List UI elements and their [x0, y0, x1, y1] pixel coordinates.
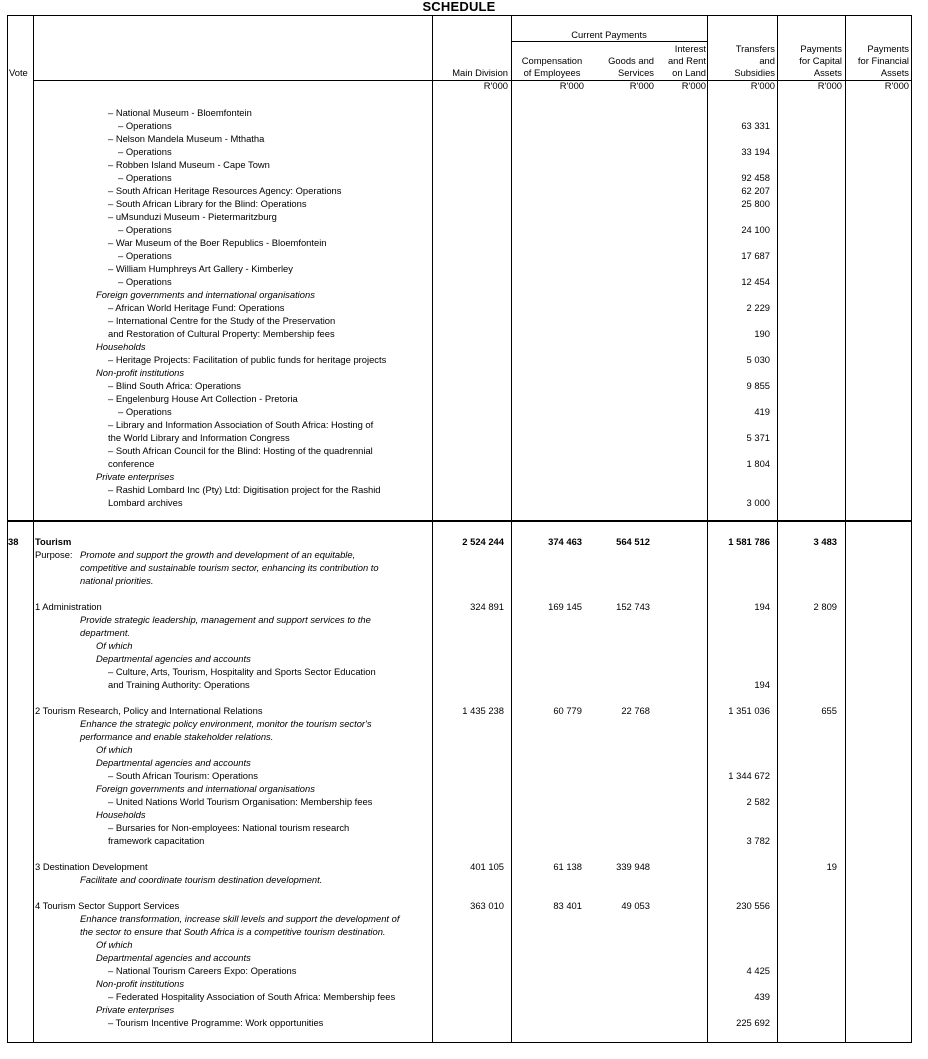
row-description: and Training Authority: Operations — [108, 679, 250, 690]
row-description: Of which — [96, 744, 133, 755]
table-bottom-border — [7, 1042, 911, 1043]
row-description: – South African Heritage Resources Agency: Operations — [108, 185, 342, 196]
vote-main-division: 2 524 244 — [462, 536, 504, 547]
row-description: Enhance transformation, increase skill levels and support the development of — [80, 913, 400, 924]
table-row — [0, 340, 928, 353]
table-row — [0, 236, 928, 249]
capital-value: 19 — [826, 861, 837, 872]
table-row — [0, 925, 928, 938]
row-description: – South African Council for the Blind: Hosting of the quadrennial — [108, 445, 373, 456]
table-row — [0, 626, 928, 639]
row-description: Departmental agencies and accounts — [96, 653, 251, 664]
header-transfers: Transfers and Subsidies — [734, 43, 775, 78]
vote-38-row — [0, 535, 928, 548]
table-row — [0, 457, 928, 470]
unit-capital: R'000 — [817, 80, 842, 91]
table-row — [0, 210, 928, 223]
table-row — [0, 899, 928, 912]
row-description: – African World Heritage Fund: Operations — [108, 302, 285, 313]
row-description: – Operations — [118, 406, 172, 417]
row-description: – Heritage Projects: Facilitation of public funds for heritage projects — [108, 354, 387, 365]
row-description: – Operations — [118, 146, 172, 157]
table-row — [0, 379, 928, 392]
row-description: framework capacitation — [108, 835, 205, 846]
transfers-value: 230 556 — [736, 900, 770, 911]
vote-goods: 564 512 — [616, 536, 650, 547]
table-row — [0, 639, 928, 652]
row-description: department. — [80, 627, 131, 638]
table-row — [0, 678, 928, 691]
row-description: – uMsunduzi Museum - Pietermaritzburg — [108, 211, 277, 222]
row-description: – United Nations World Tourism Organisation: Membership fees — [108, 796, 373, 807]
row-description: performance and enable stakeholder relations. — [80, 731, 274, 742]
goods-value: 152 743 — [616, 601, 650, 612]
vote-separator-rule — [7, 520, 911, 522]
table-row — [0, 782, 928, 795]
purpose-line-2: competitive and sustainable tourism sector, enhancing its contribution to — [80, 562, 379, 573]
table-row — [0, 938, 928, 951]
row-description: – Blind South Africa: Operations — [108, 380, 241, 391]
table-row — [0, 769, 928, 782]
table-row — [0, 418, 928, 431]
table-row — [0, 821, 928, 834]
transfers-value: 4 425 — [746, 965, 770, 976]
table-row — [0, 834, 928, 847]
table-row — [0, 600, 928, 613]
row-description: 4 Tourism Sector Support Services — [35, 900, 180, 911]
unit-interest: R'000 — [681, 80, 706, 91]
row-description: 3 Destination Development — [35, 861, 148, 872]
row-description: Of which — [96, 939, 133, 950]
transfers-value: 2 229 — [746, 302, 770, 313]
transfers-value: 1 351 036 — [728, 705, 770, 716]
transfers-value: 92 458 — [741, 172, 770, 183]
row-description: Private enterprises — [96, 1004, 175, 1015]
goods-value: 49 053 — [621, 900, 650, 911]
schedule-title: SCHEDULE — [422, 0, 496, 14]
table-row — [0, 496, 928, 509]
header-compensation: Compensation of Employees — [521, 55, 583, 78]
purpose-line-3: national priorities. — [80, 575, 154, 586]
row-description: Facilitate and coordinate tourism destination development. — [80, 874, 323, 885]
row-description: and Restoration of Cultural Property: Membership fees — [108, 328, 335, 339]
transfers-value: 225 692 — [736, 1017, 770, 1028]
row-description: – National Tourism Careers Expo: Operations — [108, 965, 297, 976]
transfers-value: 9 855 — [746, 380, 770, 391]
table-row — [0, 951, 928, 964]
table-row — [0, 704, 928, 717]
capital-value: 655 — [821, 705, 837, 716]
transfers-value: 2 582 — [746, 796, 770, 807]
table-row — [0, 314, 928, 327]
transfers-value: 1 804 — [746, 458, 770, 469]
table-row — [0, 249, 928, 262]
transfers-value: 33 194 — [741, 146, 770, 157]
transfers-value: 12 454 — [741, 276, 770, 287]
table-row — [0, 132, 928, 145]
table-row — [0, 1003, 928, 1016]
unit-goods: R'000 — [629, 80, 654, 91]
main-division-value: 1 435 238 — [462, 705, 504, 716]
table-row — [0, 184, 928, 197]
vote-compensation: 374 463 — [548, 536, 582, 547]
row-description: Provide strategic leadership, management and support services to the — [80, 614, 371, 625]
row-description: – Federated Hospitality Association of South Africa: Membership fees — [108, 991, 396, 1002]
transfers-value: 63 331 — [741, 120, 770, 131]
row-description: Departmental agencies and accounts — [96, 952, 251, 963]
table-row — [0, 145, 928, 158]
table-row — [0, 990, 928, 1003]
table-row — [0, 223, 928, 236]
table-row — [0, 366, 928, 379]
table-row — [0, 353, 928, 366]
header-bottom-rule — [33, 80, 911, 81]
row-description: Non-profit institutions — [96, 367, 185, 378]
row-description: – Nelson Mandela Museum - Mthatha — [108, 133, 265, 144]
row-description: Households — [96, 341, 146, 352]
table-row — [0, 756, 928, 769]
table-row — [0, 860, 928, 873]
vote-name: Tourism — [35, 536, 72, 547]
row-description: – Engelenburg House Art Collection - Pretoria — [108, 393, 298, 404]
row-description: – Operations — [118, 172, 172, 183]
goods-value: 339 948 — [616, 861, 650, 872]
purpose-label: Purpose: — [35, 549, 73, 560]
transfers-value: 3 782 — [746, 835, 770, 846]
row-description: – Robben Island Museum - Cape Town — [108, 159, 270, 170]
row-description: Foreign governments and international organisations — [96, 289, 315, 300]
row-description: – Culture, Arts, Tourism, Hospitality and Sports Sector Education — [108, 666, 376, 677]
row-description: – Bursaries for Non-employees: National tourism research — [108, 822, 350, 833]
compensation-value: 83 401 — [553, 900, 582, 911]
header-capital: Payments for Capital Assets — [799, 43, 842, 78]
transfers-value: 17 687 — [741, 250, 770, 261]
table-row — [0, 977, 928, 990]
row-description: – Operations — [118, 224, 172, 235]
transfers-value: 62 207 — [741, 185, 770, 196]
table-row — [0, 171, 928, 184]
compensation-value: 169 145 — [548, 601, 582, 612]
row-description: 2 Tourism Research, Policy and International Relations — [35, 705, 263, 716]
table-row — [0, 431, 928, 444]
table-row — [0, 262, 928, 275]
row-description: – Library and Information Association of South Africa: Hosting of — [108, 419, 374, 430]
transfers-value: 3 000 — [746, 497, 770, 508]
main-division-value: 401 105 — [470, 861, 504, 872]
table-row — [0, 912, 928, 925]
table-row — [0, 119, 928, 132]
header-financial: Payments for Financial Assets — [857, 43, 909, 78]
row-description: – Tourism Incentive Programme: Work opportunities — [108, 1017, 324, 1028]
table-row — [0, 717, 928, 730]
row-description: 1 Administration — [35, 601, 102, 612]
transfers-value: 1 344 672 — [728, 770, 770, 781]
capital-value: 2 809 — [813, 601, 837, 612]
row-description: – Rashid Lombard Inc (Pty) Ltd: Digitisation project for the Rashid — [108, 484, 381, 495]
row-description: – South African Tourism: Operations — [108, 770, 258, 781]
vote-capital: 3 483 — [813, 536, 837, 547]
table-row — [0, 288, 928, 301]
row-description: conference — [108, 458, 155, 469]
table-row — [0, 873, 928, 886]
row-description: – National Museum - Bloemfontein — [108, 107, 252, 118]
row-description: – Operations — [118, 276, 172, 287]
table-row — [0, 795, 928, 808]
table-row — [0, 301, 928, 314]
row-description: Departmental agencies and accounts — [96, 757, 251, 768]
table-row — [0, 392, 928, 405]
transfers-value: 194 — [754, 679, 770, 690]
table-row — [0, 197, 928, 210]
main-division-value: 363 010 — [470, 900, 504, 911]
goods-value: 22 768 — [621, 705, 650, 716]
table-row — [0, 158, 928, 171]
row-description: Non-profit institutions — [96, 978, 185, 989]
main-division-value: 324 891 — [470, 601, 504, 612]
row-description: Of which — [96, 640, 133, 651]
transfers-value: 439 — [754, 991, 770, 1002]
header-goods: Goods and Services — [608, 55, 654, 78]
table-row — [0, 327, 928, 340]
table-row — [0, 483, 928, 496]
header-vote: Vote — [9, 67, 28, 78]
table-row — [0, 106, 928, 119]
transfers-value: 419 — [754, 406, 770, 417]
vote-number: 38 — [8, 536, 19, 547]
compensation-value: 61 138 — [553, 861, 582, 872]
transfers-value: 190 — [754, 328, 770, 339]
unit-compensation: R'000 — [559, 80, 584, 91]
row-description: Households — [96, 809, 146, 820]
vote-transfers: 1 581 786 — [728, 536, 770, 547]
row-description: Enhance the strategic policy environment, monitor the tourism sector's — [80, 718, 372, 729]
table-row — [0, 964, 928, 977]
header-main-division: Main Division — [452, 67, 508, 78]
unit-transfers: R'000 — [750, 80, 775, 91]
transfers-value: 5 030 — [746, 354, 770, 365]
transfers-value: 194 — [754, 601, 770, 612]
table-row — [0, 405, 928, 418]
table-row — [0, 444, 928, 457]
table-row — [0, 1016, 928, 1029]
row-description: – William Humphreys Art Gallery - Kimberley — [108, 263, 293, 274]
table-row — [0, 470, 928, 483]
current-payments-rule — [511, 41, 707, 42]
unit-financial: R'000 — [884, 80, 909, 91]
purpose-line-1: Purpose: Promote and support the growth and development of an equitable, — [35, 549, 356, 560]
header-current-payments: Current Payments — [571, 29, 647, 40]
row-description: the sector to ensure that South Africa is a competitive tourism destination. — [80, 926, 386, 937]
compensation-value: 60 779 — [553, 705, 582, 716]
transfers-value: 5 371 — [746, 432, 770, 443]
table-row — [0, 730, 928, 743]
unit-main: R'000 — [483, 80, 508, 91]
transfers-value: 25 800 — [741, 198, 770, 209]
table-row — [0, 743, 928, 756]
row-description: – South African Library for the Blind: Operations — [108, 198, 307, 209]
transfers-value: 24 100 — [741, 224, 770, 235]
row-description: – Operations — [118, 250, 172, 261]
row-description: – War Museum of the Boer Republics - Bloemfontein — [108, 237, 327, 248]
table-row — [0, 613, 928, 626]
row-description: Private enterprises — [96, 471, 175, 482]
row-description: Lombard archives — [108, 497, 183, 508]
row-description: – International Centre for the Study of the Preservation — [108, 315, 336, 326]
table-row — [0, 808, 928, 821]
table-row — [0, 665, 928, 678]
table-row — [0, 275, 928, 288]
row-description: the World Library and Information Congress — [108, 432, 290, 443]
table-top-border — [7, 15, 911, 16]
table-row — [0, 652, 928, 665]
row-description: Foreign governments and international organisations — [96, 783, 315, 794]
header-interest: Interest and Rent on Land — [667, 43, 706, 78]
row-description: – Operations — [118, 120, 172, 131]
